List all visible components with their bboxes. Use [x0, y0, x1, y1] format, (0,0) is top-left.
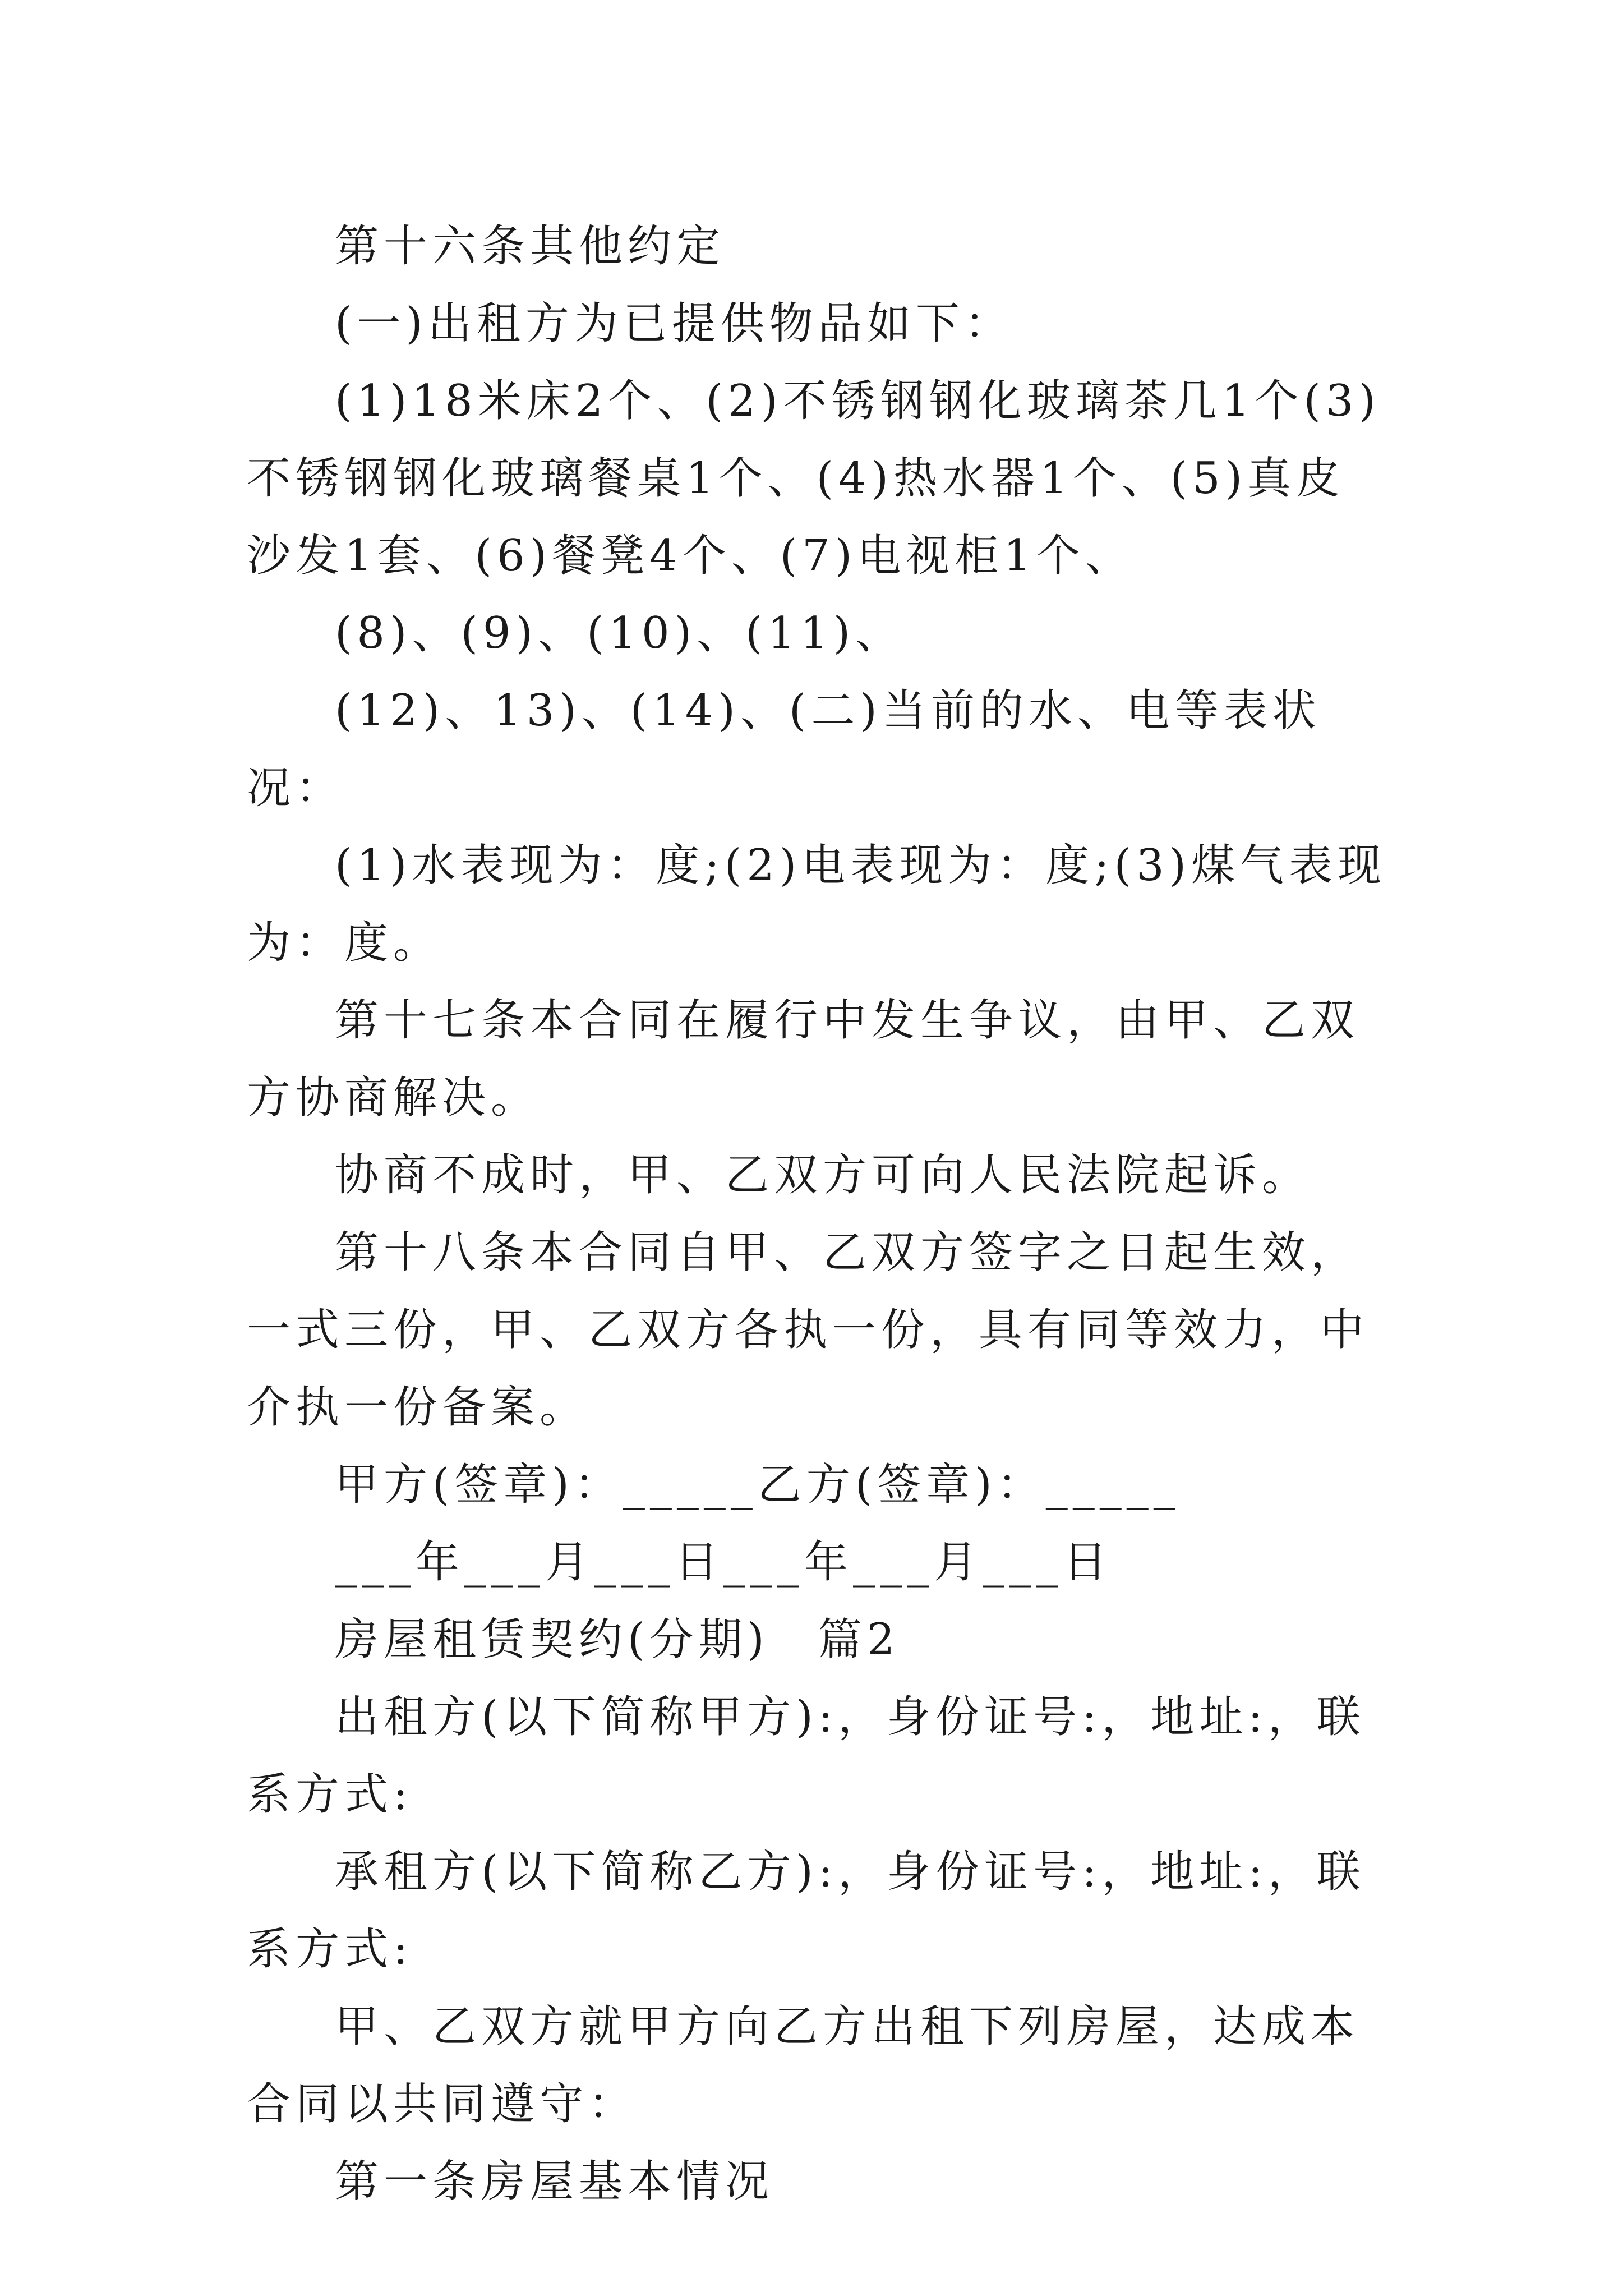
paragraph-agreement-intro: 甲、乙双方就甲方向乙方出租下列房屋，达成本合同以共同遵守： [247, 2001, 1360, 2129]
paragraph-article-1-heading: 第一条房屋基本情况 [335, 2156, 774, 2207]
paragraph-items-blank-1: (8)、(9)、(10)、(11)、 [335, 608, 905, 659]
paragraph-items-blank-2: (12)、13)、(14)、(二)当前的水、电等表状况： [247, 685, 1321, 813]
paragraph-section-2-title: 房屋租赁契约(分期) 篇2 [335, 1614, 900, 1665]
paragraph-lessee-info: 承租方(以下简称乙方):，身份证号:，地址:，联系方式: [247, 1847, 1366, 1975]
paragraph-article-18: 第十八条本合同自甲、乙双方签字之日起生效，一式三份，甲、乙双方各执一份，具有同等效力，中介执一份备案。 [247, 1227, 1370, 1433]
paragraph-lessor-info: 出租方(以下简称甲方):，身份证号:，地址:，联系方式: [247, 1692, 1366, 1820]
document-body [247, 208, 1391, 2220]
paragraph-signature-dates: ___年___月___日___年___月___日 [335, 1537, 1113, 1588]
paragraph-meter-readings: (1)水表现为：度;(2)电表现为：度;(3)煤气表现为：度。 [247, 840, 1387, 968]
paragraph-article-16-heading: 第十六条其他约定 [335, 221, 726, 272]
paragraph-article-17: 第十七条本合同在履行中发生争议，由甲、乙双方协商解决。 [247, 995, 1360, 1123]
paragraph-provided-items: (一)出租方为已提供物品如下： [335, 298, 1013, 349]
paragraph-signatures: 甲方(签章)：_____乙方(签章)：_____ [335, 1460, 1181, 1510]
paragraph-items-list: (1)18米床2个、(2)不锈钢钢化玻璃茶几1个(3)不锈钢钢化玻璃餐桌1个、(4)热水器1个、(5)真皮沙发1套、(6)餐凳4个、(7)电视柜1个、 [247, 376, 1381, 581]
paragraph-litigation: 协商不成时，甲、乙双方可向人民法院起诉。 [335, 1150, 1311, 1200]
